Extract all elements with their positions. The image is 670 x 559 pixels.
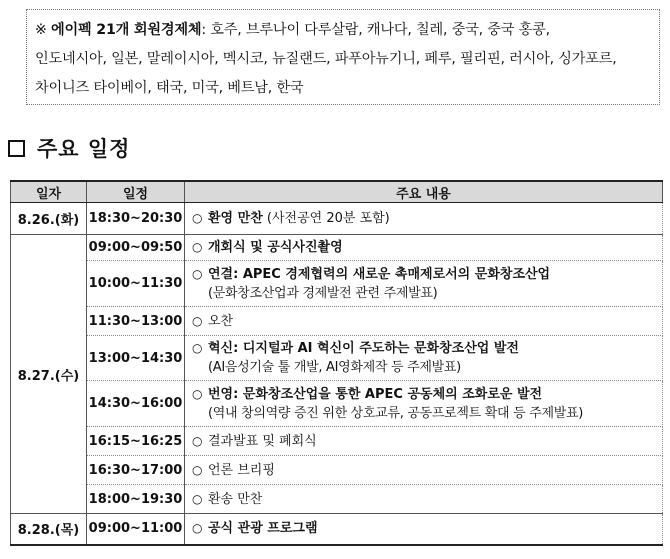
table-row xyxy=(11,336,663,381)
table-row xyxy=(11,456,663,485)
item-title: 언론 브리핑 xyxy=(208,462,275,478)
item-subtitle: (문화창조산업과 경제발전 관련 주제발표) xyxy=(208,285,438,301)
circle-bullet-icon: ○ xyxy=(192,341,203,355)
content-cell xyxy=(185,514,663,545)
table-row xyxy=(11,261,663,307)
circle-bullet-icon: ○ xyxy=(192,521,203,536)
time-cell: 13:00~14:30 xyxy=(87,336,185,381)
item-title: 번영: 문화창조산업을 통한 APEC 공동체의 조화로운 발전 xyxy=(208,386,543,402)
apec-members-notice xyxy=(26,9,660,105)
header-day: 일자 xyxy=(11,181,87,203)
day-cell: 8.28.(목) xyxy=(11,514,87,545)
section-heading xyxy=(8,133,130,163)
notice-label: 에이펙 21개 회원경제체 xyxy=(51,22,202,38)
content-cell xyxy=(185,203,663,235)
reference-mark: ※ xyxy=(35,22,47,38)
notice-members-line-3: 차이니즈 타이베이, 태국, 미국, 베트남, 한국 xyxy=(35,80,304,96)
section-title: 주요 일정 xyxy=(37,137,131,161)
notice-members-line-1: 호주, 브루나이 다루살람, 캐나다, 칠레, 중국, 중국 홍콩, xyxy=(210,22,550,38)
item-title: 연결: APEC 경제협력의 새로운 촉매제로서의 문화창조산업 xyxy=(208,266,551,282)
table-row xyxy=(11,427,663,456)
item-title: 환송 만찬 xyxy=(208,491,263,507)
item-subtitle: (AI음성기술 툴 개발, AI영화제작 등 주제발표) xyxy=(208,360,461,375)
time-cell: 09:00~09:50 xyxy=(87,235,185,261)
table-header-row xyxy=(11,181,663,203)
content-cell xyxy=(185,427,663,456)
header-content: 주요 내용 xyxy=(185,181,663,203)
content-cell xyxy=(185,381,663,427)
circle-bullet-icon: ○ xyxy=(192,491,203,506)
circle-bullet-icon: ○ xyxy=(192,266,203,281)
table-row xyxy=(11,203,663,235)
item-subtitle: (역내 창의역량 증진 위한 상호교류, 공동프로젝트 확대 등 주제발표) xyxy=(208,405,584,421)
circle-bullet-icon: ○ xyxy=(192,240,203,254)
content-cell xyxy=(185,307,663,336)
time-cell: 11:30~13:00 xyxy=(87,307,185,336)
circle-bullet-icon: ○ xyxy=(192,313,203,328)
item-note: (사전공연 20분 포함) xyxy=(262,211,390,226)
circle-bullet-icon: ○ xyxy=(192,386,203,401)
table-row xyxy=(11,381,663,427)
table-row xyxy=(11,514,663,545)
time-cell: 18:30~20:30 xyxy=(87,203,185,235)
circle-bullet-icon: ○ xyxy=(192,433,203,448)
item-title: 개회식 및 공식사진촬영 xyxy=(208,240,343,255)
content-cell xyxy=(185,336,663,381)
table-row xyxy=(11,485,663,514)
day-cell: 8.26.(화) xyxy=(11,203,87,235)
circle-bullet-icon: ○ xyxy=(192,462,203,477)
item-title: 오찬 xyxy=(208,313,234,329)
time-cell: 10:00~11:30 xyxy=(87,261,185,307)
content-cell xyxy=(185,456,663,485)
day-cell: 8.27.(수) xyxy=(11,235,87,514)
table-row xyxy=(11,307,663,336)
circle-bullet-icon: ○ xyxy=(192,211,203,225)
square-bullet-icon xyxy=(8,140,25,157)
time-cell: 16:30~17:00 xyxy=(87,456,185,485)
table-row xyxy=(11,235,663,261)
item-title: 공식 관광 프로그램 xyxy=(208,521,318,537)
content-cell xyxy=(185,261,663,307)
notice-line-1 xyxy=(35,16,649,45)
item-title: 혁신: 디지털과 AI 혁신이 주도하는 문화창조산업 발전 xyxy=(208,341,519,356)
notice-members-line-2: 인도네시아, 일본, 말레이시아, 멕시코, 뉴질랜드, 파푸아뉴기니, 페루, 필리핀, 러시아, 싱가포르, xyxy=(35,51,617,67)
time-cell: 09:00~11:00 xyxy=(87,514,185,545)
content-cell xyxy=(185,485,663,514)
time-cell: 18:00~19:30 xyxy=(87,485,185,514)
header-time: 일정 xyxy=(87,181,185,203)
schedule-table xyxy=(10,180,663,546)
content-cell xyxy=(185,235,663,261)
item-title: 결과발표 및 폐회식 xyxy=(208,433,317,449)
notice-separator: : xyxy=(201,22,206,38)
item-title: 환영 만찬 xyxy=(208,211,263,226)
time-cell: 14:30~16:00 xyxy=(87,381,185,427)
time-cell: 16:15~16:25 xyxy=(87,427,185,456)
